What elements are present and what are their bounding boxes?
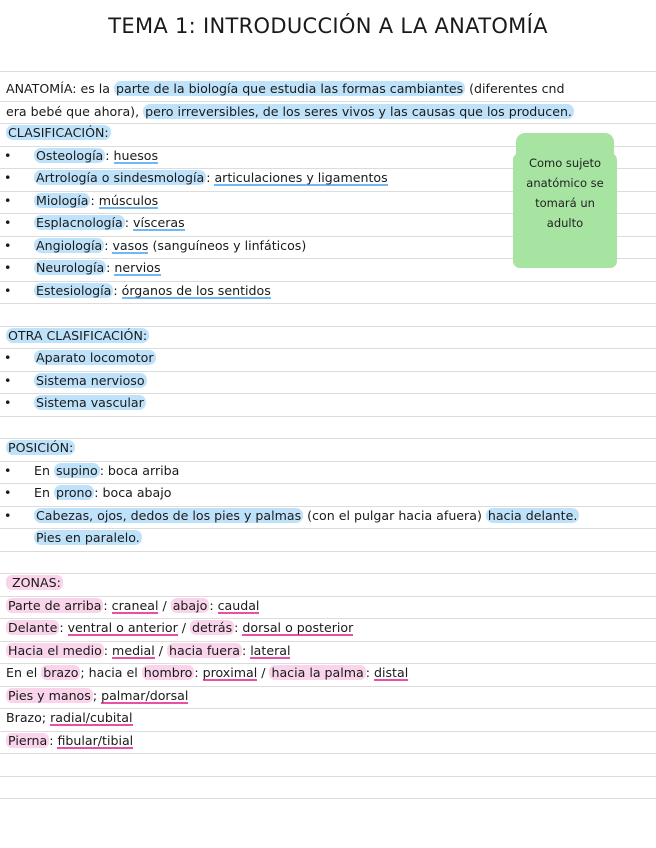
list-item (6, 281, 271, 301)
term: Pies en paralelo. (36, 530, 140, 545)
term: Neurología (36, 260, 105, 275)
sep: : (209, 598, 218, 613)
item-text: Aparato locomotor (36, 350, 154, 365)
sep: : (49, 733, 58, 748)
sep: : (194, 665, 203, 680)
value: articulaciones y ligamentos (214, 170, 388, 185)
text: En el (6, 665, 42, 680)
term: supino (55, 463, 98, 478)
term: Esplacnología (36, 215, 123, 230)
value: lateral (250, 643, 291, 658)
value: palmar/dorsal (101, 688, 189, 703)
item-text: Sistema vascular (36, 395, 144, 410)
value: vísceras (133, 215, 185, 230)
term: Osteología (36, 148, 104, 163)
term: prono (55, 485, 93, 500)
heading-text: OTRA CLASIFICACIÓN: (8, 328, 148, 343)
sep: : (103, 598, 112, 613)
term: hacia delante. (487, 508, 578, 523)
sep: : (90, 193, 99, 208)
intro-text: ANATOMÍA: es la (6, 81, 115, 96)
term: Pierna (8, 733, 48, 748)
value: músculos (98, 193, 159, 208)
term: Delante (8, 620, 58, 635)
intro-line-1 (6, 79, 565, 99)
term: hombro (143, 665, 193, 680)
text: ; hacia el (80, 665, 142, 680)
sep: / (177, 620, 191, 635)
sep: / (257, 665, 270, 680)
sep: : (206, 170, 215, 185)
term: Estesiología (36, 283, 112, 298)
term: Hacia el medio (8, 643, 102, 658)
heading-text: CLASIFICACIÓN: (8, 125, 109, 140)
term: hacia fuera (169, 643, 240, 658)
list-item (6, 483, 171, 503)
intro-text: era bebé que ahora), (6, 104, 144, 119)
sep: : (365, 665, 374, 680)
list-item (6, 506, 579, 526)
zonas-row (6, 618, 353, 638)
note-line: anatómico se (526, 176, 604, 190)
list-item (6, 146, 158, 166)
page-title: TEMA 1: INTRODUCCIÓN A LA ANATOMÍA (108, 14, 548, 38)
zonas-row (6, 686, 188, 706)
sep: : (124, 215, 134, 230)
list-item (6, 393, 146, 413)
zonas-heading (6, 573, 63, 593)
heading-text: ZONAS: (6, 575, 63, 590)
term: Cabezas, ojos, dedos de los pies y palmas (36, 508, 302, 523)
text: : boca arriba (99, 463, 180, 478)
term: Angiología (36, 238, 103, 253)
sep: : (104, 238, 113, 253)
list-item (6, 213, 185, 233)
term: brazo (43, 665, 79, 680)
intro-highlight: parte de la biología que estudia las formas cambiantes (116, 81, 464, 96)
value: radial/cubital (50, 710, 133, 725)
sep: : (106, 260, 115, 275)
value: órganos de los sentidos (121, 283, 271, 298)
sticky-note-text (516, 153, 614, 233)
heading-text: POSICIÓN: (8, 440, 74, 455)
text: : boca abajo (94, 485, 172, 500)
text: En (34, 463, 54, 478)
item-text: Sistema nervioso (36, 373, 145, 388)
sep: / (154, 643, 168, 658)
list-item (6, 461, 179, 481)
posicion-heading (6, 438, 75, 458)
value: dorsal o posterior (242, 620, 354, 635)
sep: ; (41, 710, 51, 725)
value: craneal (111, 598, 159, 613)
term: Miología (36, 193, 89, 208)
zonas-row (6, 596, 259, 616)
term: abajo (172, 598, 208, 613)
text: En (34, 485, 54, 500)
clasificacion-heading (6, 123, 111, 143)
zonas-row (6, 708, 133, 728)
term: Pies y manos (8, 688, 91, 703)
sep: : (103, 643, 113, 658)
list-item (6, 348, 156, 368)
otra-heading (6, 326, 149, 346)
list-item (6, 191, 158, 211)
extra: (sanguíneos y linfáticos) (148, 238, 307, 253)
sep: : (241, 643, 251, 658)
list-item (6, 168, 388, 188)
term: Parte de arriba (8, 598, 102, 613)
intro-text: (diferentes cnd (465, 81, 565, 96)
term: Artrología o sindesmología (36, 170, 205, 185)
zonas-row (6, 731, 133, 751)
intro-line-2 (6, 102, 574, 122)
value: huesos (113, 148, 159, 163)
list-item (6, 258, 161, 278)
sep: ; (92, 688, 102, 703)
text: (con el pulgar hacia afuera) (303, 508, 486, 523)
value: fibular/tibial (57, 733, 134, 748)
term: hacia la palma (271, 665, 364, 680)
term: detrás (192, 620, 233, 635)
list-item-continuation (34, 528, 142, 548)
sep: / (158, 598, 171, 613)
value: medial (112, 643, 155, 658)
note-line: Como sujeto (528, 156, 602, 170)
sep: : (59, 620, 68, 635)
value: vasos (112, 238, 149, 253)
value: proximal (202, 665, 258, 680)
value: ventral o anterior (67, 620, 178, 635)
value: distal (374, 665, 409, 680)
zonas-row (6, 641, 290, 661)
note-line: tomará un (535, 196, 595, 210)
zonas-row (6, 663, 408, 683)
list-item (6, 371, 147, 391)
sep: : (113, 283, 122, 298)
list-item (6, 236, 306, 256)
note-line: adulto (546, 216, 584, 230)
term: Brazo (6, 710, 42, 725)
sep: : (234, 620, 243, 635)
sep: : (105, 148, 114, 163)
intro-highlight: pero irreversibles, de los seres vivos y las causas que los producen. (145, 104, 572, 119)
value: caudal (217, 598, 260, 613)
value: nervios (114, 260, 161, 275)
